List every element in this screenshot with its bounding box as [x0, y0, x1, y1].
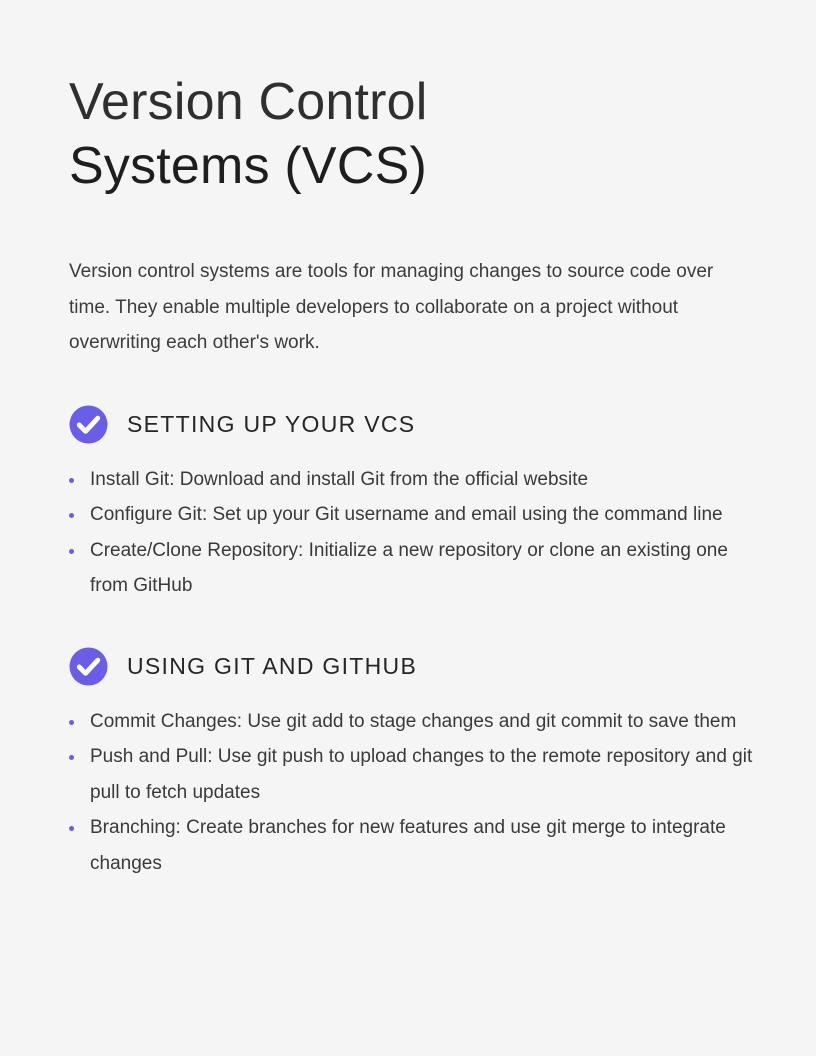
list-item-text: Commit Changes: Use git add to stage changes and git commit to save them: [90, 710, 737, 732]
list-item: [69, 704, 769, 740]
section-title: SETTING UP YOUR VCS: [127, 411, 416, 437]
list-item-text: Install Git: Download and install Git from the official website: [90, 468, 589, 490]
section-list: [69, 704, 769, 882]
page-title-line-2: Systems (VCS): [69, 137, 427, 195]
bullet-dot: [69, 513, 74, 518]
page-title-line-1: Version Control: [69, 73, 428, 131]
bullet-dot: [69, 720, 74, 725]
section-setting-up: [69, 405, 769, 604]
bullet-dot: [69, 755, 74, 760]
check-circle-icon: [69, 647, 108, 686]
section-header: [69, 647, 769, 687]
section-using-git: [69, 647, 769, 882]
list-item: [69, 739, 769, 810]
list-item: [69, 497, 769, 533]
section-list: [69, 462, 769, 604]
list-item-text: Push and Pull: Use git push to upload changes to the remote repository and git pull to fetch updates: [90, 746, 753, 803]
document-page: [69, 70, 769, 881]
section-header: [69, 405, 769, 445]
list-item-text: Create/Clone Repository: Initialize a new repository or clone an existing one from GitHub: [90, 539, 728, 596]
list-item: [69, 810, 769, 881]
bullet-dot: [69, 826, 74, 831]
list-item-text: Configure Git: Set up your Git username and email using the command line: [90, 504, 723, 525]
page-title: [69, 70, 769, 198]
section-title: USING GIT AND GITHUB: [127, 653, 418, 679]
bullet-dot: [69, 478, 74, 483]
intro-paragraph: Version control systems are tools for managing changes to source code over time. They enable multiple developers to collaborate on a project without overwriting each other's work.: [69, 261, 714, 353]
check-circle-icon: [69, 405, 108, 444]
list-item: [69, 462, 769, 498]
list-item-text: Branching: Create branches for new features and use git merge to integrate changes: [90, 817, 726, 874]
bullet-dot: [69, 549, 74, 554]
list-item: [69, 533, 769, 604]
